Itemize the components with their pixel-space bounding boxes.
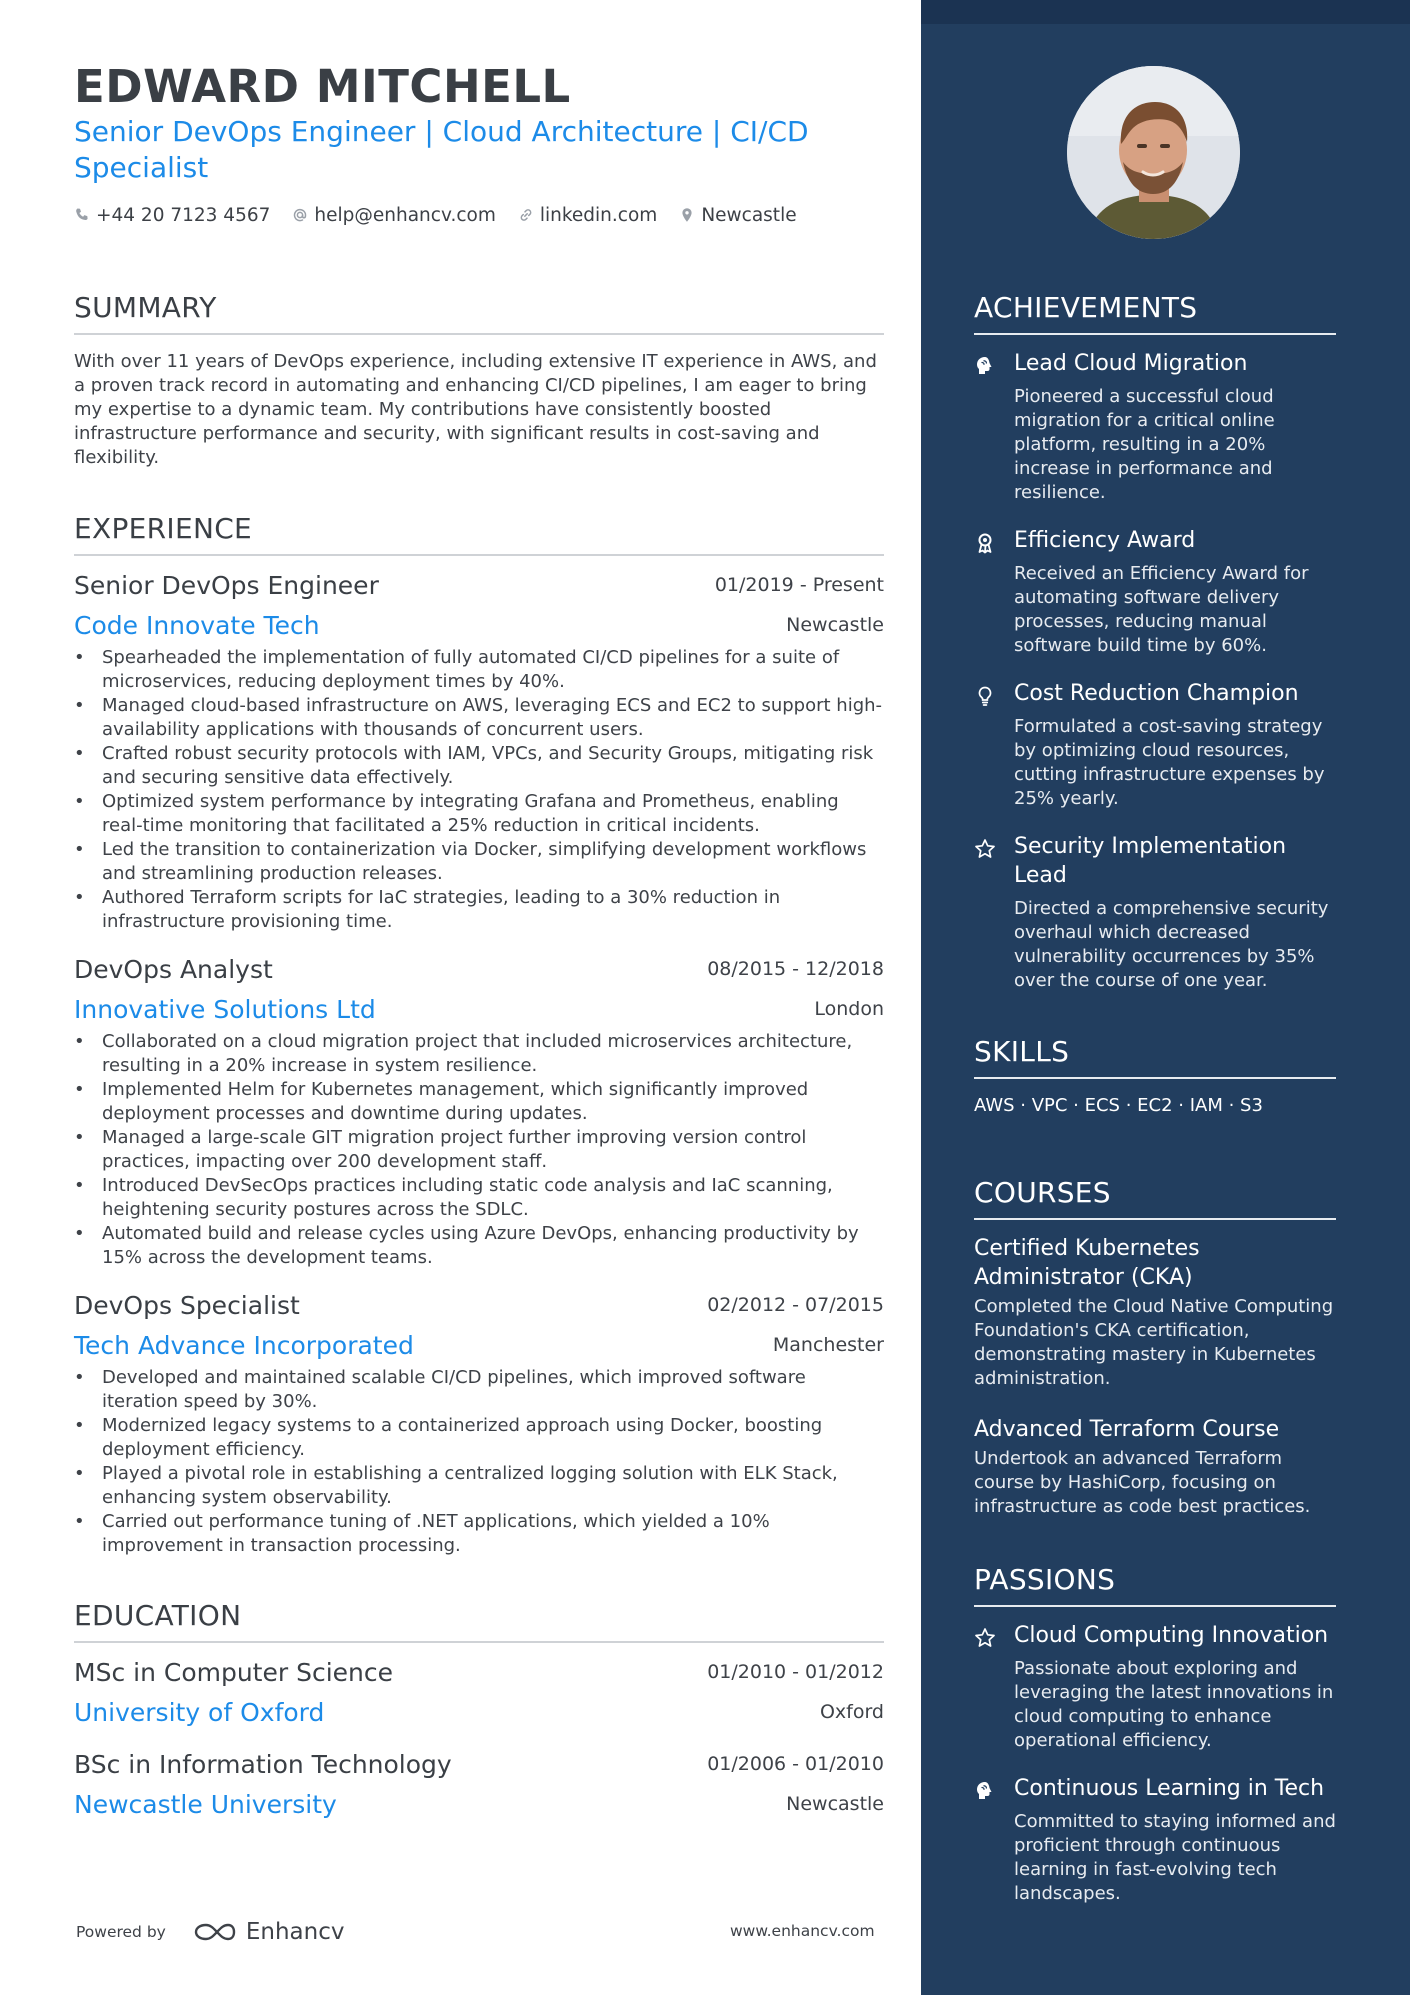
list-item: • Played a pivotal role in establishing a centralized logging solution with ELK Stack, enhancing system observability. — [74, 1462, 884, 1510]
job-dates: 08/2015 - 12/2018 — [707, 958, 884, 980]
section-divider — [974, 333, 1336, 335]
list-item: • Carried out performance tuning of .NET applications, which yielded a 10% improvement in transaction processing. — [74, 1510, 884, 1558]
achievement-title: Lead Cloud Migration — [1014, 351, 1248, 376]
achievements-section — [974, 289, 1336, 335]
job-dates: 01/2019 - Present — [714, 574, 884, 596]
job-bullets — [74, 1030, 884, 1270]
list-item: • Managed a large-scale GIT migration project further improving version control practices, impacting over 200 development staff. — [74, 1126, 884, 1174]
course-description: Completed the Cloud Native Computing Foundation's CKA certification, demonstrating mastery in Kubernetes administration. — [974, 1296, 1334, 1389]
brand-name: Enhancv — [245, 1919, 345, 1945]
section-divider — [74, 1641, 884, 1643]
skills-list: AWS · VPC · ECS · EC2 · IAM · S3 — [974, 1095, 1263, 1116]
list-item: • Managed cloud-based infrastructure on AWS, leveraging ECS and EC2 to support high-availability applications with thousands of concurrent users. — [74, 694, 884, 742]
brain-icon — [974, 355, 996, 377]
job-title: Senior DevOps Engineer — [74, 570, 379, 600]
job-dates: 02/2012 - 07/2015 — [707, 1294, 884, 1316]
contact-linkedin-text: linkedin.com — [539, 204, 658, 226]
contact-linkedin[interactable] — [518, 205, 657, 226]
list-item: • Authored Terraform scripts for IaC strategies, leading to a 30% reduction in infrastructure provisioning time. — [74, 886, 884, 934]
section-divider — [974, 1218, 1336, 1220]
job-title: DevOps Specialist — [74, 1290, 300, 1320]
list-item: • Spearheaded the implementation of fully automated CI/CD pipelines for a suite of microservices, reducing deployment times by 40%. — [74, 646, 884, 694]
section-title: SUMMARY — [74, 291, 217, 324]
section-divider — [974, 1077, 1336, 1079]
experience-item — [74, 569, 884, 934]
section-title: EXPERIENCE — [74, 512, 253, 545]
location-pin-icon — [679, 207, 695, 223]
award-ribbon-icon — [974, 532, 996, 554]
education-item — [74, 1748, 884, 1820]
section-divider — [74, 554, 884, 556]
job-bullets — [74, 1366, 884, 1558]
job-title: DevOps Analyst — [74, 954, 273, 984]
list-item: • Automated build and release cycles using Azure DevOps, enhancing productivity by 15% across the development teams. — [74, 1222, 884, 1270]
job-location: London — [814, 998, 884, 1020]
section-divider — [974, 1605, 1336, 1607]
contact-bar — [74, 202, 819, 228]
course-item — [974, 1415, 1346, 1519]
courses-section — [974, 1174, 1336, 1220]
enhancv-logo-icon — [192, 1920, 238, 1944]
passion-title: Continuous Learning in Tech — [1014, 1776, 1325, 1801]
list-item: • Crafted robust security protocols with IAM, VPCs, and Security Groups, mitigating risk and securing sensitive data effectively. — [74, 742, 884, 790]
list-item: • Optimized system performance by integrating Grafana and Prometheus, enabling real-time monitoring that facilitated a 25% reduction in critical incidents. — [74, 790, 884, 838]
section-divider — [74, 333, 884, 335]
job-bullets — [74, 646, 884, 934]
section-title: PASSIONS — [974, 1563, 1116, 1596]
achievement-description: Pioneered a successful cloud migration for a critical online platform, resulting in a 20% increase in performance and resilience. — [1014, 386, 1275, 503]
contact-location-text: Newcastle — [701, 204, 797, 226]
at-icon — [292, 207, 308, 223]
enhancv-logo[interactable] — [192, 1919, 345, 1945]
degree-title: BSc in Information Technology — [74, 1749, 452, 1779]
footer-website[interactable]: www.enhancv.com — [730, 1922, 875, 1940]
achievement-description: Formulated a cost-saving strategy by optimizing cloud resources, cutting infrastructure expenses by 25% yearly. — [1014, 716, 1325, 809]
course-title: Advanced Terraform Course — [974, 1417, 1280, 1442]
experience-item — [74, 1289, 884, 1558]
education-location: Oxford — [819, 1701, 884, 1723]
course-item — [974, 1234, 1346, 1391]
phone-icon — [74, 207, 90, 223]
education-dates: 01/2006 - 01/2010 — [707, 1753, 884, 1775]
list-item: • Introduced DevSecOps practices including static code analysis and IaC scanning, heightening security postures across the SDLC. — [74, 1174, 884, 1222]
school-name[interactable]: Newcastle University — [74, 1789, 337, 1819]
passion-description: Committed to staying informed and proficient through continuous learning in fast-evolving tech landscapes. — [1014, 1811, 1336, 1904]
achievement-title: Security Implementation Lead — [1014, 834, 1287, 888]
course-description: Undertook an advanced Terraform course by HashiCorp, focusing on infrastructure as code best practices. — [974, 1448, 1311, 1517]
company-name[interactable]: Code Innovate Tech — [74, 610, 320, 640]
star-icon — [974, 838, 996, 860]
contact-location — [679, 205, 796, 226]
education-section — [74, 1597, 884, 1643]
footer-branding — [76, 1917, 344, 1947]
education-item — [74, 1656, 884, 1728]
contact-email[interactable] — [292, 205, 495, 226]
degree-title: MSc in Computer Science — [74, 1657, 394, 1687]
education-location: Newcastle — [786, 1793, 884, 1815]
list-item: • Collaborated on a cloud migration project that included microservices architecture, resulting in a 20% increase in system resilience. — [74, 1030, 884, 1078]
achievement-description: Directed a comprehensive security overhaul which decreased vulnerability occurrences by 35% over the course of one year. — [1014, 898, 1329, 991]
lightbulb-icon — [974, 685, 996, 707]
list-item: • Modernized legacy systems to a containerized approach using Docker, boosting deployment efficiency. — [74, 1414, 884, 1462]
education-dates: 01/2010 - 01/2012 — [707, 1661, 884, 1683]
summary-text: With over 11 years of DevOps experience, including extensive IT experience in AWS, and a proven track record in automating and enhancing CI/CD pipelines, I am eager to bring my expertise to a dynamic team. My contributions have consistently boosted infrastructure performance and security, with significant results in cost-saving and flexibility. — [74, 351, 877, 468]
profile-photo — [1067, 66, 1240, 239]
passion-description: Passionate about exploring and leveraging the latest innovations in cloud computing to enhance operational efficiency. — [1014, 1658, 1334, 1751]
list-item: • Implemented Helm for Kubernetes management, which significantly improved deployment processes and downtime during updates. — [74, 1078, 884, 1126]
avatar — [1067, 66, 1240, 239]
passions-section — [974, 1561, 1336, 1607]
experience-item — [74, 953, 884, 1270]
powered-by-label: Powered by — [76, 1923, 166, 1941]
course-title: Certified Kubernetes Administrator (CKA) — [974, 1236, 1200, 1290]
contact-phone[interactable] — [74, 205, 270, 226]
job-location: Newcastle — [786, 614, 884, 636]
sidebar-top-band — [921, 0, 1410, 24]
section-title: ACHIEVEMENTS — [974, 291, 1198, 324]
contact-email-text: help@enhancv.com — [314, 204, 496, 226]
link-icon — [518, 207, 534, 223]
experience-section — [74, 510, 884, 556]
achievement-title: Efficiency Award — [1014, 528, 1196, 553]
achievement-title: Cost Reduction Champion — [1014, 681, 1299, 706]
company-name[interactable]: Innovative Solutions Ltd — [74, 994, 376, 1024]
summary-section — [74, 289, 884, 335]
job-location: Manchester — [772, 1334, 884, 1356]
star-icon — [974, 1627, 996, 1649]
achievement-description: Received an Efficiency Award for automating software delivery processes, reducing manual software build time by 60%. — [1014, 563, 1309, 656]
company-name[interactable]: Tech Advance Incorporated — [74, 1330, 414, 1360]
brain-icon — [974, 1780, 996, 1802]
candidate-title: Senior DevOps Engineer | Cloud Architecture | CI/CD Specialist — [74, 115, 809, 184]
section-title: SKILLS — [974, 1035, 1070, 1068]
candidate-name: EDWARD MITCHELL — [74, 60, 571, 113]
section-title: EDUCATION — [74, 1599, 242, 1632]
school-name[interactable]: University of Oxford — [74, 1697, 325, 1727]
section-title: COURSES — [974, 1176, 1111, 1209]
contact-phone-text: +44 20 7123 4567 — [96, 204, 271, 226]
list-item: • Led the transition to containerization via Docker, simplifying development workflows and streamlining production releases. — [74, 838, 884, 886]
skills-section — [974, 1033, 1336, 1079]
passion-title: Cloud Computing Innovation — [1014, 1623, 1329, 1648]
list-item: • Developed and maintained scalable CI/CD pipelines, which improved software iteration speed by 30%. — [74, 1366, 884, 1414]
